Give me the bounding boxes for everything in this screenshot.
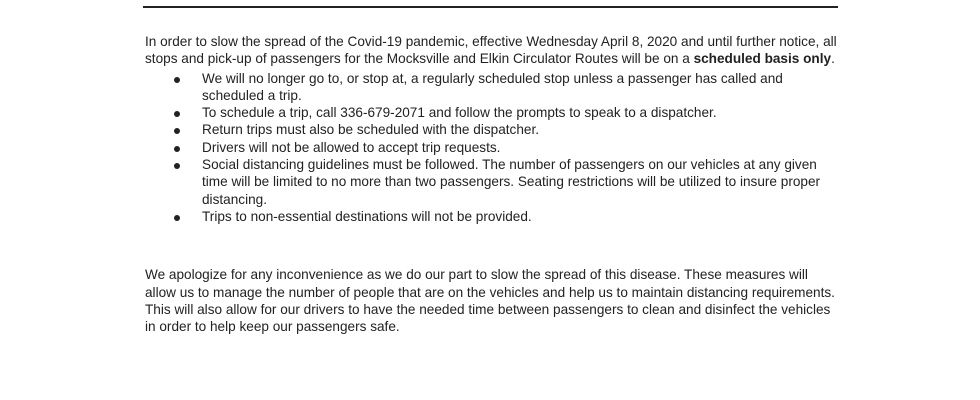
list-item	[145, 208, 822, 225]
closing-paragraph: We apologize for any inconvenience as we do our part to slow the spread of this disease. These measures will allow us to manage the number of people that are on the vehicles and help us to maintain distancing requirements. This will also allow for our drivers to have the needed time between passengers to clean and disinfect the vehicles in order to help keep our passengers safe.	[145, 267, 835, 335]
intro-end: .	[831, 51, 835, 67]
notice-document	[145, 33, 845, 335]
list-item	[145, 104, 822, 121]
bullet-list	[145, 70, 845, 226]
list-item-text: Drivers will not be allowed to accept trip requests.	[202, 139, 501, 155]
bullet-icon	[174, 163, 180, 169]
list-item	[145, 156, 822, 208]
list-item	[145, 139, 822, 156]
bullet-icon	[174, 215, 180, 221]
list-item-text: To schedule a trip, call 336-679-2071 and follow the prompts to speak to a dispatcher.	[202, 105, 717, 121]
list-item-text: Return trips must also be scheduled with the dispatcher.	[202, 122, 540, 138]
list-item	[145, 121, 822, 138]
list-item-text: Social distancing guidelines must be followed. The number of passengers on our vehicles at any given time will be limited to no more than two passengers. Seating restrictions will be utilized to insure proper distancing.	[202, 157, 821, 207]
intro-text: In order to slow the spread of the Covid-19 pandemic, effective Wednesday April 8, 2020 and until further notice, all stops and pick-up of passengers for the Mocksville and Elkin Circulator Routes will be on a	[145, 34, 837, 67]
intro-paragraph	[145, 33, 845, 68]
bullet-icon	[174, 111, 180, 117]
bullet-icon	[174, 146, 180, 152]
intro-bold-text: scheduled basis only	[693, 51, 832, 67]
bullet-icon	[174, 77, 180, 83]
top-divider	[143, 6, 838, 8]
list-item-text: Trips to non-essential destinations will not be provided.	[202, 208, 532, 224]
list-item	[145, 70, 822, 105]
list-item-text: We will no longer go to, or stop at, a regularly scheduled stop unless a passenger has called and scheduled a trip.	[202, 70, 783, 103]
bullet-icon	[174, 128, 180, 134]
